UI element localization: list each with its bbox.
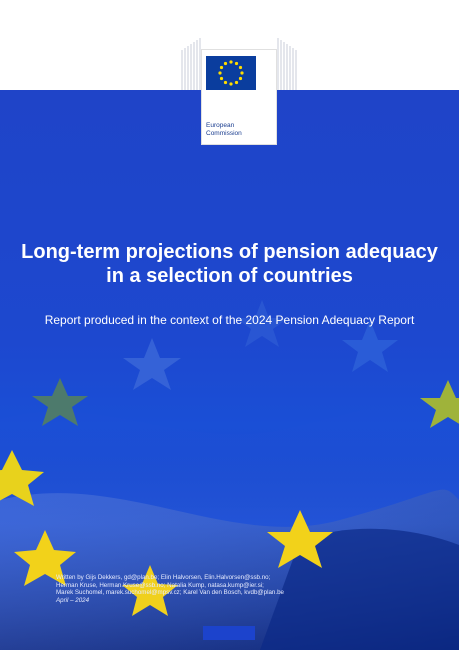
logo-org-line1: European [206,122,235,129]
report-title: Long-term projections of pension adequacy in a selection of countries [21,241,438,287]
bottom-blue-bar [203,626,255,640]
authors-line-2: Herman Kruse, Herman.Kruse@ssb.no; Natalia Kump, natasa.kump@ier.si; [56,581,264,589]
logo-text [206,122,242,138]
publication-date: April – 2024 [56,596,90,604]
european-commission-logo [180,30,298,137]
eu-flag-icon [206,56,256,90]
authors-line-3: Marek Suchomel, marek.suchomel@mpsv.cz; Karel Van den Bosch, kvdb@plan.be [56,589,284,597]
authors-block [56,574,356,604]
report-subtitle: Report produced in the context of the 2024 Pension Adequacy Report [44,313,415,327]
star [123,338,181,390]
authors-line-1: Written by Gijs Dekkers, gd@plan.be; Elin Halvorsen, Elin.Halvorsen@ssb.no; [56,574,271,581]
logo-org-line2: Commission [206,130,242,137]
star [342,320,398,372]
logo-panel [202,50,276,144]
